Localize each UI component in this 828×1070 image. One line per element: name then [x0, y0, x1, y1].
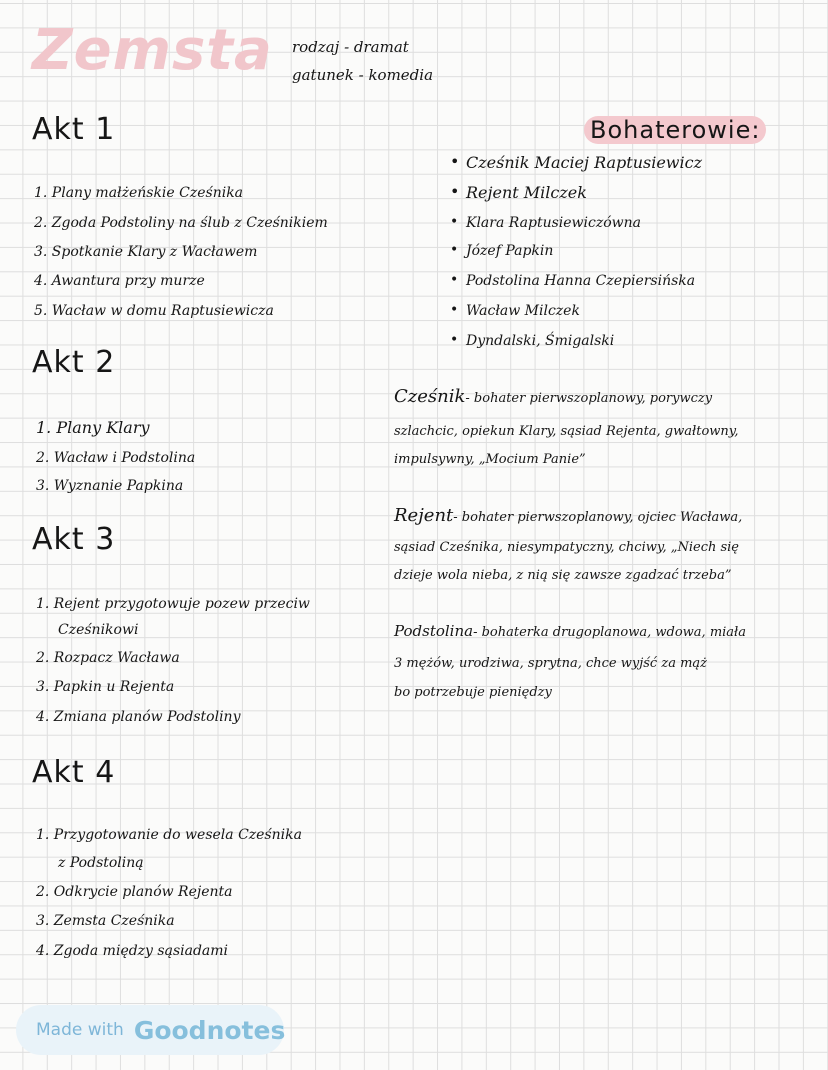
- description-line: bo potrzebuje pieniędzy: [394, 685, 552, 700]
- akt-3-item: Cześnikowi: [58, 622, 139, 638]
- akt-4-item: 4. Zgoda między sąsiadami: [36, 943, 229, 959]
- akt-4-item: 3. Zemsta Cześnika: [36, 913, 175, 929]
- description-line: dzieje wola nieba, z nią się zawsze zgadzać trzeba”: [394, 568, 732, 583]
- description-line: impulsywny, „Mocium Panie”: [394, 452, 586, 467]
- character-name: Podstolina: [394, 622, 474, 640]
- akt-1-item: 5. Wacław w domu Raptusiewicza: [34, 303, 274, 319]
- character-item: • Rejent Milczek: [466, 183, 587, 202]
- description-line: - bohater pierwszoplanowy, ojciec Wacława,: [453, 510, 743, 525]
- character-item: • Dyndalski, Śmigalski: [466, 333, 614, 349]
- character-item: • Wacław Milczek: [466, 303, 580, 319]
- badge-made-with-label: Made with: [36, 1020, 124, 1040]
- characters-heading: Bohaterowie:: [584, 116, 766, 144]
- akt-2-item: 3. Wyznanie Papkina: [36, 478, 184, 494]
- akt-4-item: 1. Przygotowanie do wesela Cześnika: [36, 827, 302, 843]
- description-line: - bohaterka drugoplanowa, wdowa, miała: [473, 625, 747, 640]
- description-line: sąsiad Cześnika, niesympatyczny, chciwy, „Niech się: [394, 540, 740, 555]
- akt-3-heading: Akt 3: [32, 522, 116, 557]
- akt-1-heading: Akt 1: [32, 112, 116, 147]
- genre-kind: rodzaj - dramat: [292, 38, 409, 56]
- description-line: szlachcic, opiekun Klary, sąsiad Rejenta, gwałtowny,: [394, 424, 739, 439]
- description-line: - bohater pierwszoplanowy, porywczy: [465, 391, 713, 406]
- akt-1-item: 2. Zgoda Podstoliny na ślub z Cześnikiem: [34, 215, 328, 231]
- character-item: • Podstolina Hanna Czepiersińska: [466, 273, 695, 289]
- akt-2-heading: Akt 2: [32, 345, 116, 380]
- akt-4-item: z Podstoliną: [58, 855, 144, 871]
- akt-1-item: 4. Awantura przy murze: [34, 273, 205, 289]
- akt-3-item: 2. Rozpacz Wacława: [36, 650, 180, 666]
- akt-4-heading: Akt 4: [32, 755, 116, 790]
- page-title: Zemsta: [32, 18, 273, 83]
- made-with-goodnotes-badge[interactable]: [16, 1005, 284, 1055]
- character-description: [394, 505, 742, 526]
- akt-2-item: 1. Plany Klary: [36, 418, 150, 437]
- character-description: [394, 622, 746, 640]
- akt-1-item: 1. Plany małżeńskie Cześnika: [34, 185, 244, 201]
- akt-3-item: 1. Rejent przygotowuje pozew przeciw: [36, 596, 310, 612]
- character-item: • Cześnik Maciej Raptusiewicz: [466, 153, 702, 172]
- akt-3-item: 4. Zmiana planów Podstoliny: [36, 709, 241, 725]
- character-name: Cześnik: [394, 386, 466, 407]
- akt-3-item: 3. Papkin u Rejenta: [36, 679, 175, 695]
- akt-4-item: 2. Odkrycie planów Rejenta: [36, 884, 233, 900]
- goodnotes-logo: Goodnotes: [133, 1015, 286, 1045]
- akt-1-item: 3. Spotkanie Klary z Wacławem: [34, 244, 258, 260]
- character-item: • Józef Papkin: [466, 243, 553, 259]
- akt-2-item: 2. Wacław i Podstolina: [36, 450, 196, 466]
- character-description: [394, 386, 712, 407]
- character-name: Rejent: [394, 505, 454, 526]
- genre-type: gatunek - komedia: [292, 66, 434, 84]
- description-line: 3 mężów, urodziwa, sprytna, chce wyjść za mąż: [394, 656, 708, 671]
- character-item: • Klara Raptusiewiczówna: [466, 215, 641, 231]
